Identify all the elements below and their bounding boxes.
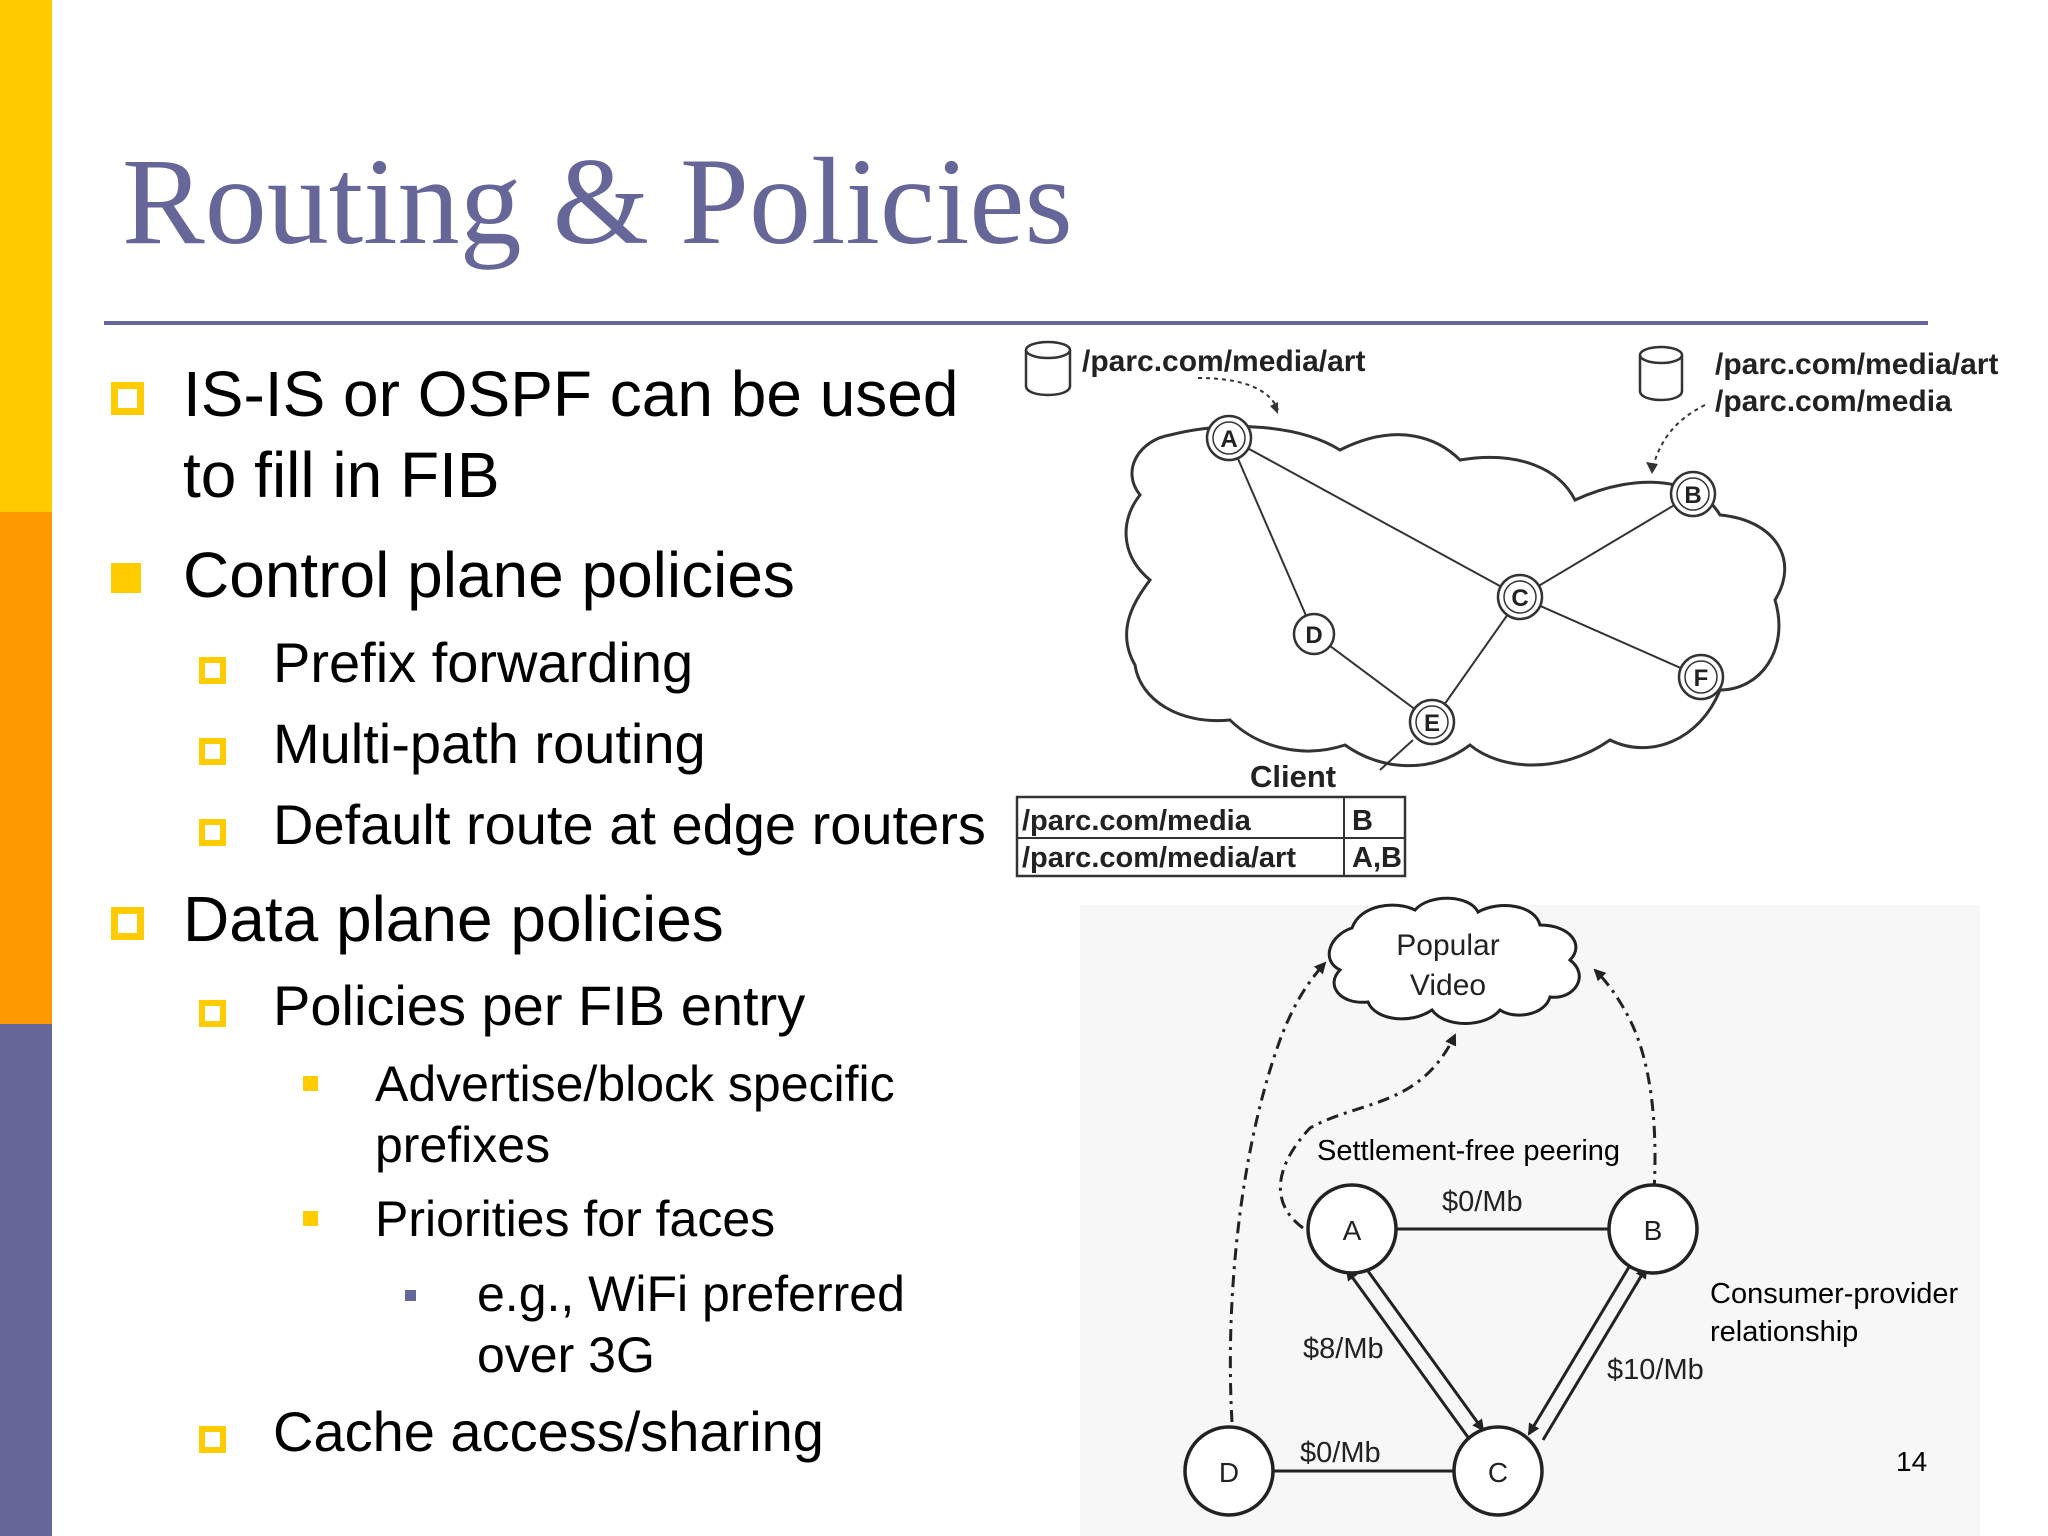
fib-row-prefix: /parc.com/media/art — [1022, 842, 1296, 874]
bullet-wifi-line1: e.g., WiFi preferred — [477, 1266, 905, 1322]
bullet-advertise-line2: prefixes — [375, 1117, 551, 1173]
svg-text:E: E — [1423, 710, 1441, 737]
svg-text:B: B — [1684, 482, 1702, 509]
svg-text:B: B — [1643, 1215, 1663, 1246]
bullet-multipath: Multi-path routing — [273, 712, 706, 775]
bullet-isis-line2: to fill in FIB — [183, 439, 500, 511]
bullet-isis-line1: IS-IS or OSPF can be used — [183, 358, 959, 430]
prefix-label-right-2: /parc.com/media — [1715, 385, 1952, 418]
bullet-prefix-forwarding: Prefix forwarding — [273, 631, 694, 694]
relationship-label-line1: Consumer-provider — [1710, 1278, 1959, 1310]
as-node-c — [1454, 1427, 1542, 1515]
bullet-policies-per-fib: Policies per FIB entry — [273, 974, 806, 1037]
bullet-cache-access: Cache access/sharing — [273, 1400, 824, 1463]
bullet-advertise-line1: Advertise/block specific — [375, 1056, 895, 1112]
fib-row-faces: B — [1352, 805, 1373, 837]
cloud-label-line2: Video — [1409, 969, 1487, 1002]
relationship-label-line2: relationship — [1710, 1316, 1859, 1348]
svg-text:A: A — [1342, 1215, 1362, 1246]
bullet-default-route: Default route at edge routers — [273, 793, 986, 856]
bullet-data-plane: Data plane policies — [183, 883, 724, 955]
cost-d-c: $0/Mb — [1300, 1437, 1381, 1469]
page-number: 14 — [1896, 1446, 1928, 1477]
peering-label: Settlement-free peering — [1317, 1135, 1621, 1167]
cost-a-b: $0/Mb — [1442, 1186, 1523, 1218]
cost-a-c: $8/Mb — [1303, 1333, 1384, 1365]
as-node-d — [1185, 1427, 1273, 1515]
cost-b-c: $10/Mb — [1607, 1354, 1704, 1386]
svg-text:C: C — [1487, 1457, 1509, 1488]
slide-title: Routing & Policies — [122, 133, 1073, 270]
svg-text:A: A — [1220, 426, 1238, 453]
bullet-priorities-faces: Priorities for faces — [375, 1191, 776, 1247]
cloud-label-line1: Popular — [1396, 929, 1500, 962]
fib-row-faces: A,B — [1352, 842, 1402, 874]
svg-text:F: F — [1693, 665, 1709, 692]
svg-text:D: D — [1305, 622, 1323, 649]
client-label: Client — [1250, 759, 1337, 794]
bullet-control-plane: Control plane policies — [183, 539, 795, 611]
as-node-a — [1308, 1185, 1396, 1273]
prefix-label-right-1: /parc.com/media/art — [1715, 348, 1999, 381]
svg-text:C: C — [1511, 585, 1529, 612]
as-node-b — [1609, 1185, 1697, 1273]
fib-row-prefix: /parc.com/media — [1022, 805, 1251, 837]
bullet-wifi-line2: over 3G — [477, 1327, 655, 1383]
prefix-label-left: /parc.com/media/art — [1082, 345, 1366, 378]
svg-text:D: D — [1218, 1457, 1240, 1488]
